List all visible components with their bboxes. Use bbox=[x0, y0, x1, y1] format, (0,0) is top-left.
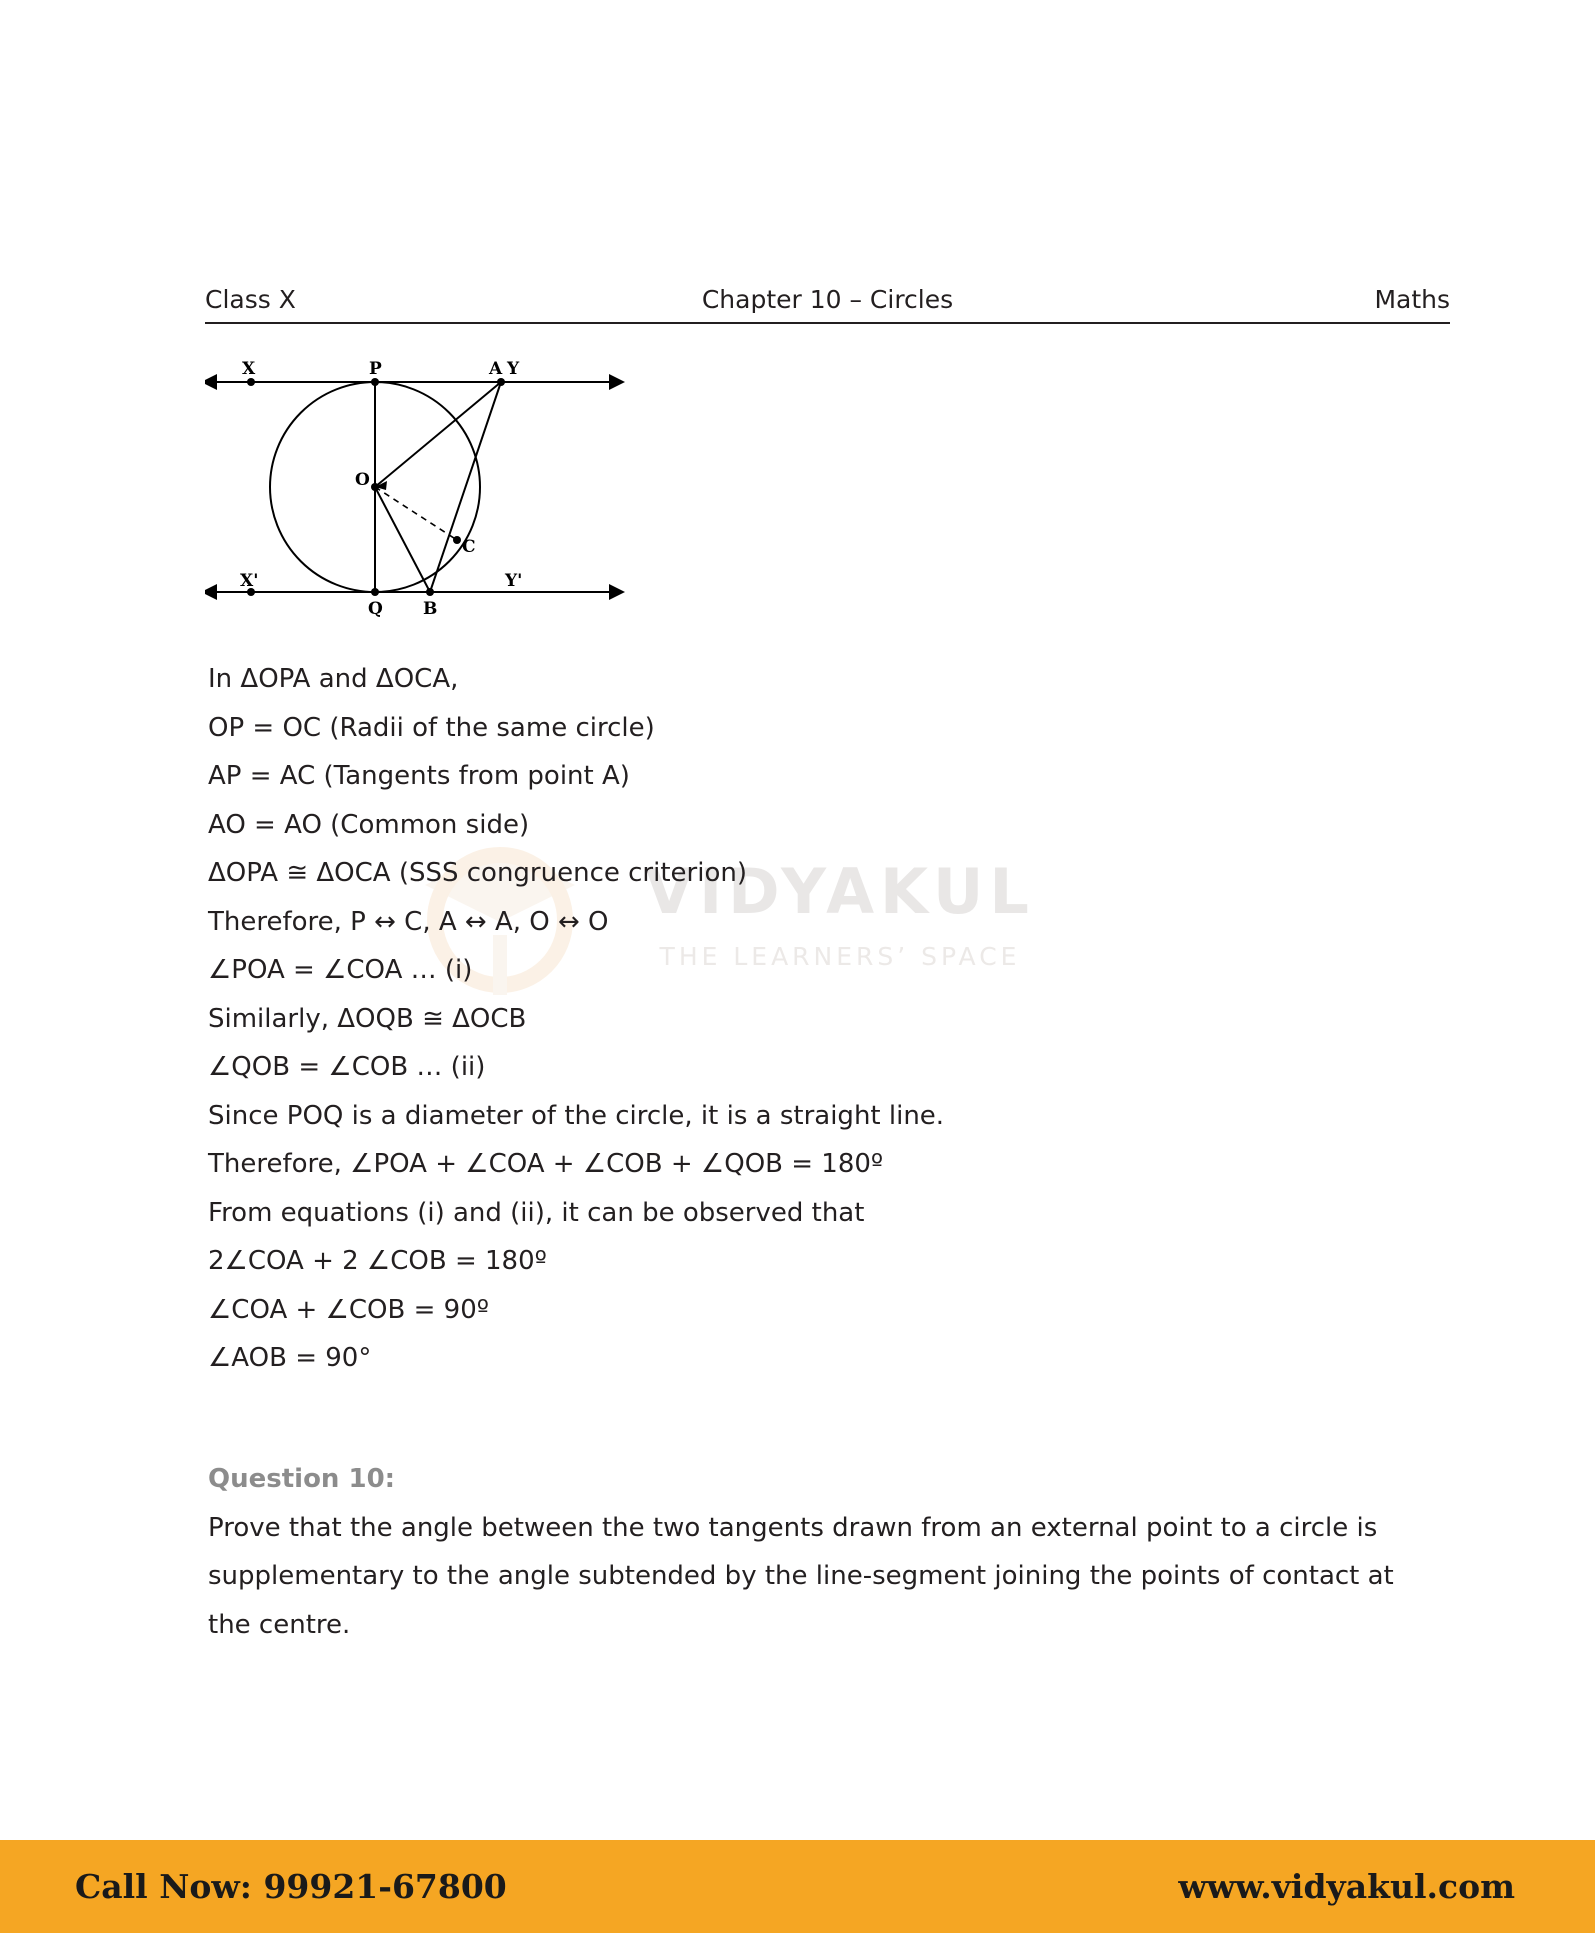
svg-text:P: P bbox=[369, 360, 382, 379]
solution-line: Similarly, ΔOQB ≅ ΔOCB bbox=[208, 1003, 527, 1034]
question-text: Prove that the angle between the two tangents drawn from an external point to a circle is supplementary to the angle subtended by the line-segment joining the points of contact at the centre. bbox=[208, 1512, 1394, 1640]
svg-text:O: O bbox=[355, 470, 370, 490]
svg-text:Y': Y' bbox=[505, 571, 523, 591]
solution-line: Therefore, ∠POA + ∠COA + ∠COB + ∠QOB = 180º bbox=[208, 1149, 884, 1179]
svg-text:X': X' bbox=[240, 571, 259, 591]
page-header bbox=[205, 285, 1450, 314]
solution-line: 2∠COA + 2 ∠COB = 180º bbox=[208, 1246, 547, 1276]
solution-line: OP = OC (Radii of the same circle) bbox=[208, 712, 655, 743]
circle-tangent-diagram bbox=[205, 360, 625, 620]
question-title: Question 10: bbox=[208, 1464, 396, 1494]
svg-text:Y: Y bbox=[507, 360, 520, 379]
solution-line: In ΔOPA and ΔOCA, bbox=[208, 664, 459, 694]
svg-text:Q: Q bbox=[368, 599, 383, 619]
watermark-tagline: THE LEARNERS’ SPACE bbox=[659, 942, 1021, 971]
solution-body bbox=[208, 655, 1388, 1383]
question-block bbox=[208, 1455, 1398, 1649]
header-divider bbox=[205, 322, 1450, 324]
solution-line: ∠COA + ∠COB = 90º bbox=[208, 1294, 489, 1325]
header-chapter-title: Chapter 10 – Circles bbox=[701, 285, 954, 314]
svg-text:B: B bbox=[423, 599, 438, 619]
solution-line: From equations (i) and (ii), it can be observed that bbox=[208, 1197, 865, 1228]
page-footer bbox=[0, 1840, 1595, 1933]
svg-text:X: X bbox=[242, 360, 256, 379]
header-subject-label: Maths bbox=[1374, 285, 1450, 314]
header-class-label: Class X bbox=[205, 285, 296, 314]
solution-line: ΔOPA ≅ ΔOCA (SSS congruence criterion) bbox=[208, 858, 747, 888]
solution-line: AO = AO (Common side) bbox=[208, 809, 530, 840]
footer-call-now: Call Now: 99921-67800 bbox=[75, 1867, 507, 1906]
solution-line: Therefore, P ↔ C, A ↔ A, O ↔ O bbox=[208, 906, 609, 937]
svg-text:C: C bbox=[462, 537, 476, 557]
solution-line: AP = AC (Tangents from point A) bbox=[208, 761, 630, 791]
footer-website[interactable]: www.vidyakul.com bbox=[1178, 1867, 1515, 1906]
svg-text:A: A bbox=[489, 360, 503, 379]
solution-line: ∠AOB = 90° bbox=[208, 1343, 372, 1373]
solution-line: ∠POA = ∠COA … (i) bbox=[208, 955, 473, 985]
solution-line: ∠QOB = ∠COB … (ii) bbox=[208, 1052, 486, 1082]
solution-line: Since POQ is a diameter of the circle, it is a straight line. bbox=[208, 1100, 945, 1131]
watermark-brand: VIDYAKUL bbox=[645, 855, 1035, 928]
